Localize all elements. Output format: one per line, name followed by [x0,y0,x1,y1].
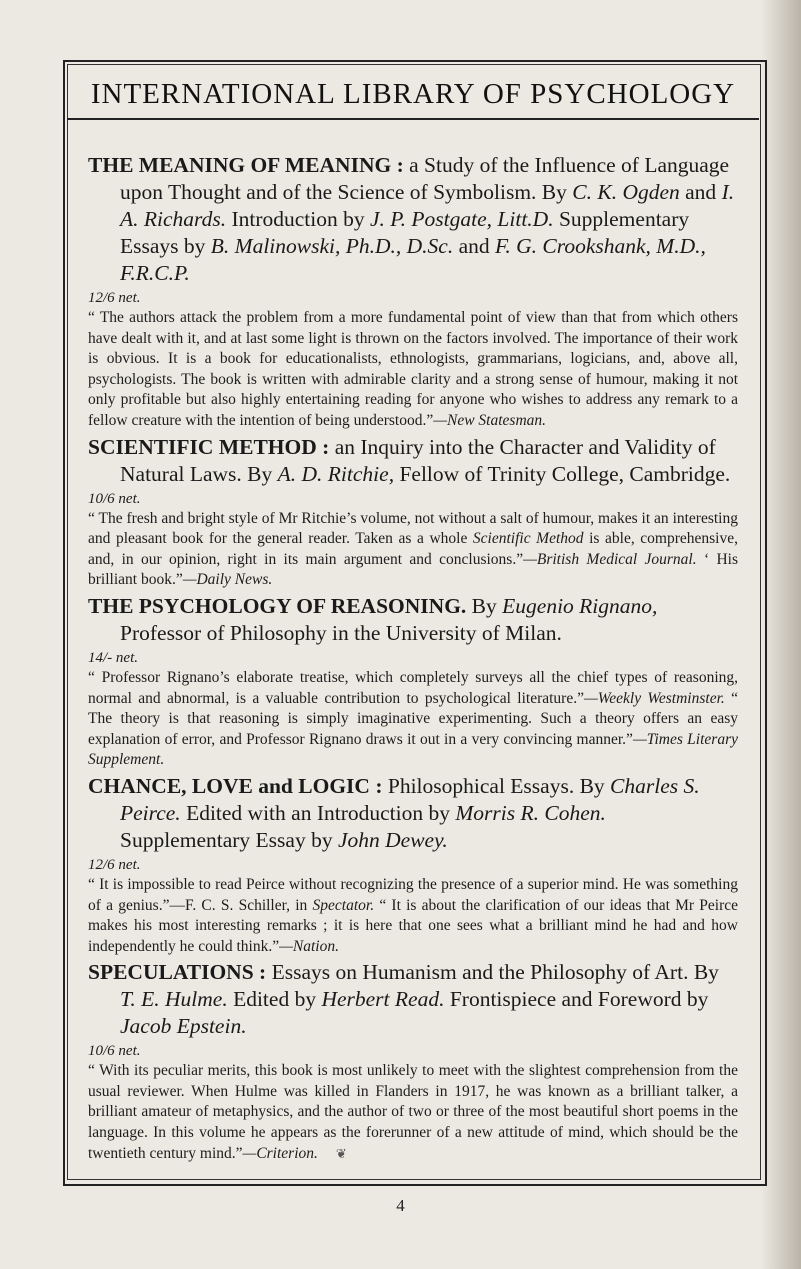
book-author: Morris R. Cohen. [455,800,606,825]
book-author: A. D. Ritchie, [277,461,395,486]
page-edge-shadow [761,0,801,1269]
book-description: and [453,234,496,258]
book-price: 10/6 net. [88,490,141,507]
book-review: “ Professor Rignano’s elaborate treatise, which completely surveys all the chief types of reasoning, normal and abnormal, is a valuable contribution to psychological literature.”—Weekly Westminster. “ The theory is that reasoning is simply imaginative experimenting. Such a theory offers an easy explanation of error, and Professor Rignano draws it out in a very convincing manner.”—Times Literary Supplement. [88,668,738,769]
book-author: B. Malinowski, Ph.D., D.Sc. [210,234,454,258]
book-description: Frontispiece and Foreword by [444,987,709,1012]
book-description: a Study of the Influence of Language upon Thought and of the Science of Symbolism. By [120,153,730,204]
page-header [67,70,759,120]
entry-heading [88,434,738,488]
book-author: Charles S. Peirce. [120,773,700,825]
book-description: Introduction by [226,207,371,231]
book-entry [88,959,738,1164]
book-review: “ It is impossible to read Peirce without recognizing the presence of a superior mind. He was something of a genius.”—F. C. S. Schiller, in Spectator. “ It is about the clarification of our ideas that Mr Peirce makes his most interesting remarks ; it is here that one sees what a brilliant mind he had and how independently he could think.”—Nation. [88,875,738,955]
book-description: Edited with an Introduction by [180,800,456,825]
book-entry [88,773,738,957]
book-price: 10/6 net. [88,1043,141,1060]
book-entry [88,593,738,771]
book-title: SPECULATIONS : [88,960,267,985]
page-number: 4 [396,1196,405,1215]
series-title: INTERNATIONAL LIBRARY OF PSYCHOLOGY [90,78,736,110]
book-price: 14/- net. [88,649,138,666]
book-title: CHANCE, LOVE and LOGIC : [88,773,383,798]
book-description: Essays on Humanism and the Philosophy of Art. By [266,960,719,985]
entry-heading [88,152,738,287]
entry-heading [88,959,738,1040]
book-price: 12/6 net. [88,856,141,873]
book-description: Fellow of Trinity College, Cambridge. [394,461,731,486]
book-description: Supplementary Essay by [120,827,338,852]
entry-heading [88,773,738,854]
book-title: THE PSYCHOLOGY OF REASONING. [88,593,467,618]
book-review: “ The authors attack the problem from a more fundamental point of view than that from which others have dealt with it, and at last some light is thrown on the factors involved. The importance of their work is obvious. It is a book for educationalists, ethnologists, grammarians, logicians, and, above all, psychologists. The book is written with admirable clarity and a strong sense of humour, making it not only profitable but also highly entertaining reading for anyone who wishes to address any remark to a fellow creature with the intention of being understood.”—New Statesman. [88,309,738,429]
book-description: Supplementary Essays by [120,207,690,258]
book-description: Edited by [227,987,322,1012]
book-author: Eugenio Rignano, [502,593,658,618]
book-author: Herbert Read. [321,987,445,1012]
book-title: THE MEANING OF MEANING : [88,153,404,177]
book-description: and [679,180,722,204]
book-list [88,152,738,1166]
book-author: C. K. Ogden [572,180,680,204]
book-entry [88,434,738,591]
book-author: I. A. Richards. [120,180,735,231]
book-review: “ With its peculiar merits, this book is most unlikely to meet with the slightest comprehension from the usual reviewer. When Hulme was killed in Flanders in 1917, he was known as a brilliant talker, a brilliant amateur of metaphysics, and the author of two or three of the most beautiful short poems in the language. In this volume he appears as the forerunner of a new attitude of mind, which should be the twentieth century mind.”—Criterion. ❦ [88,1061,738,1164]
book-entry [88,152,738,432]
book-author: J. P. Postgate, Litt.D. [370,207,554,231]
book-price: 12/6 net. [88,290,141,306]
book-author: F. G. Crookshank, M.D., F.R.C.P. [120,234,706,285]
book-description: Professor of Philosophy in the University of Milan. [120,620,562,645]
book-author: Jacob Epstein. [120,1014,247,1039]
book-description: By [466,593,503,618]
book-description: an Inquiry into the Character and Validity of Natural Laws. By [120,434,716,486]
book-title: SCIENTIFIC METHOD : [88,434,330,459]
book-author: John Dewey. [337,827,448,852]
book-review: “ The fresh and bright style of Mr Ritchie’s volume, not without a salt of humour, makes it an interesting and pleasant book for the general reader. Taken as a whole Scientific Method is able, comprehensive, and, in our opinion, right in its main argument and conclusions.”—British Medical Journal. ‘ His brilliant book.”—Daily News. [88,509,738,589]
printer-ornament-icon: ❦ [335,1145,347,1161]
book-description: Philosophical Essays. By [382,773,611,798]
entry-heading [88,593,738,647]
book-author: T. E. Hulme. [120,987,228,1012]
